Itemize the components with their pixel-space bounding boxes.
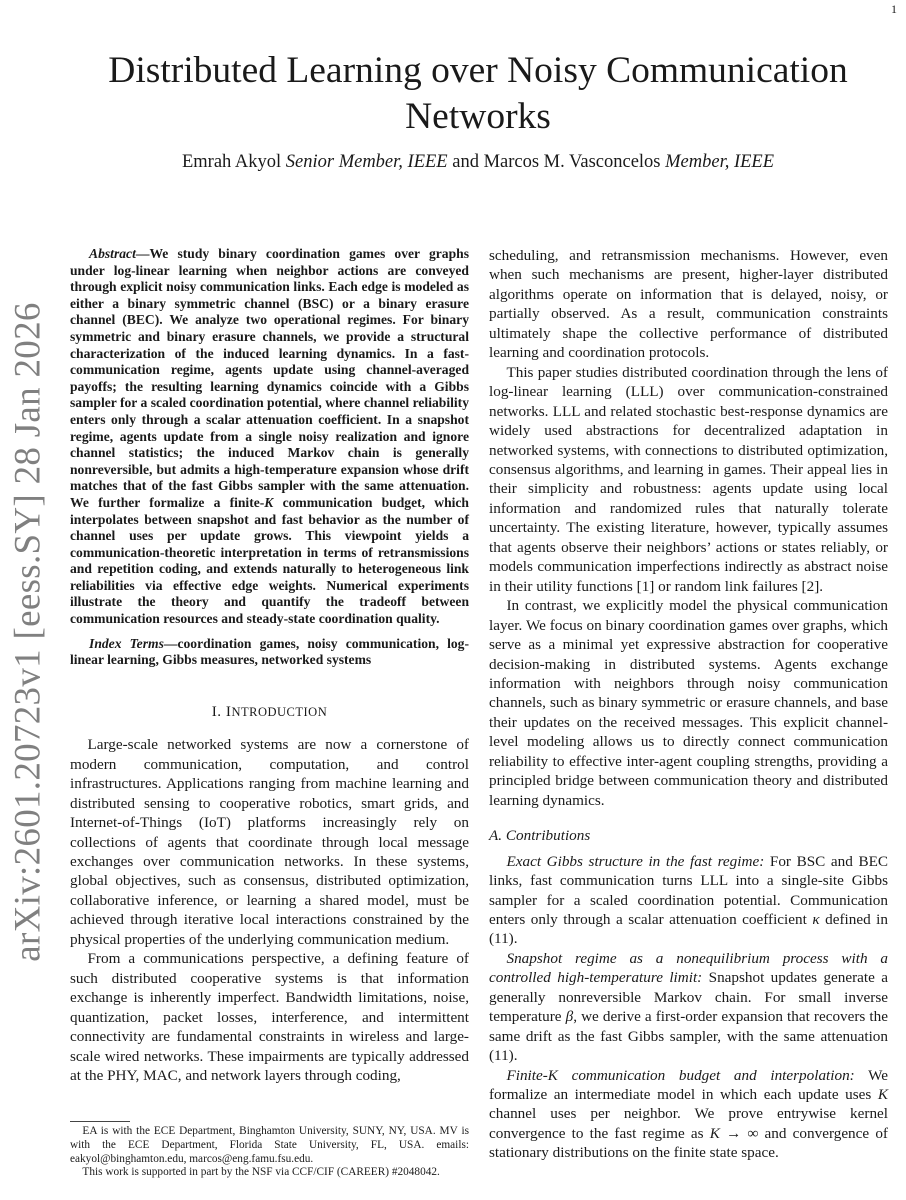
index-terms-text: —coordination games, noisy communication, log-linear learning, Gibbs measures, networked systems	[70, 635, 469, 668]
author-1-name: Emrah Akyol	[181, 152, 282, 172]
k-limit-symbol: K → ∞	[709, 1124, 759, 1142]
arxiv-identifier-stamp[interactable]: arXiv:2601.20723v1 [eess.SY] 28 Jan 2026	[7, 302, 49, 962]
paper-title: Distributed Learning over Noisy Communication Networks	[108, 50, 848, 137]
abstract	[70, 246, 469, 628]
section-numeral: I.	[211, 702, 222, 720]
intro-paragraph: In contrast, we explicitly model the physical communication layer. We focus on binary coordination games over graphs, which serve as a minimal yet expressive abstraction for cooperative decision-making in distributed systems. Agents exchange information with neighbors through noisy communication channels, such as binary symmetric or erasure channels, and base their updates on the received messages. This explicit channel-level modeling allows us to directly connect communication reliability to effective inter-agent coupling strengths, providing a principled bridge between communication theory and distributed learning dynamics.	[489, 597, 888, 809]
contribution-text-continued: defined in (11).	[489, 910, 888, 948]
footnote-affiliations: EA is with the ECE Department, Binghamton University, SUNY, NY, USA. MV is with the ECE Department, Florida State University, FL, USA. emails: eakyol@binghamton.edu, marcos@eng.famu.fsu.edu.	[70, 1125, 469, 1165]
author-1-role: Senior Member, IEEE	[285, 152, 448, 172]
left-column	[70, 246, 469, 1085]
abstract-label: Abstract	[89, 246, 136, 261]
page-number: 1	[891, 2, 897, 16]
intro-paragraph: This paper studies distributed coordination through the lens of log-linear learning (LLL) over communication-constrained networks. LLL and related stochastic best-response dynamics are widely used abstractions for decentralized adaptation in networked systems, with connections to distributed optimization, consensus algorithms, and learning in games. Their appeal lies in their simplicity and robustness: agents update using local information and randomized rules that naturally tolerate uncertainty. The existing literature, however, typically assumes that agents observe their neighbors’ actions or states reliably, or models communication imperfections indirectly as abstract noise in their utility functions [1] or random link failures [2].	[489, 363, 888, 595]
section-title-rest: NTRODUCTION	[231, 704, 328, 719]
abstract-text: —We study binary coordination games over graphs under log-linear learning when neighbor actions are conveyed through explicit noisy communication links. Each edge is modeled as either a binary symmetric channel (BSC) or a binary erasure channel (BEC). We analyze two operational regimes. For binary symmetric and binary erasure channels, we provide a structural characterization of the induced learning dynamics. In a fast-communication regime, agents update using channel-averaged payoffs; the resulting learning dynamics coincide with a Gibbs sampler for a scaled coordination potential, where channel reliability enters only through a scalar attenuation coefficient. In a snapshot regime, agents update from a single noisy realization and ignore channel statistics; the induced Markov chain is generally nonreversible, but admits a high-temperature expansion whose drift matches that of the fast Gibbs sampler with the same attenuation. We further formalize a finite-	[70, 246, 469, 510]
contribution-text-continued: , we derive a first-order expansion that recovers the same drift as the fast Gibbs sampler, with the same attenuation (11).	[489, 1008, 888, 1065]
contribution-text: Snapshot updates generate a generally nonreversible Markov chain. For small inverse temperature	[489, 969, 888, 1026]
author-line	[60, 150, 896, 174]
abstract-text-continued: communication budget, which interpolates between snapshot and fast behavior as the number of channel uses per update grows. This viewpoint yields a communication-theoretic interpretation in terms of retransmissions and repetition coding, and extends naturally to heterogeneous link reliabilities via effective edge weights. Numerical experiments illustrate the theory and quantify the tradeoff between communication resources and steady-state coordination quality.	[70, 494, 469, 627]
intro-paragraph: From a communications perspective, a defining feature of such distributed cooperative systems is that information exchange is inherently imperfect. Bandwidth limitations, noise, quantization, packet losses, interference, and intermittent connectivity are fundamental constraints in wireless and large-scale wired networks. These impairments are typically addressed at the PHY, MAC, and network layers through coding,	[70, 950, 469, 1084]
right-column	[489, 246, 888, 1163]
intro-paragraph-continued: scheduling, and retransmission mechanisms. However, even when such mechanisms are present, higher-layer distributed algorithms operate on information that is delayed, noisy, or partially observed. As a result, communication constraints ultimately shape the collective performance of distributed learning and coordination protocols.	[489, 247, 888, 362]
contribution-text-continued: channel uses per neighbor. We prove entrywise kernel convergence to the fast regime as	[489, 1105, 888, 1142]
subsection-heading-contributions: A. Contributions	[489, 827, 591, 845]
contribution-item	[489, 852, 888, 949]
section-heading-introduction	[70, 702, 469, 722]
contribution-item	[489, 949, 888, 1066]
contribution-heading: Snapshot regime as a nonequilibrium process with a controlled high-temperature limit:	[489, 949, 888, 987]
contribution-text-end: and convergence of stationary distributions on the finite state space.	[489, 1124, 888, 1162]
author-2-role: Member, IEEE	[665, 152, 775, 172]
footnote-funding: This work is supported in part by the NSF via CCF/CIF (CAREER) #2048042.	[82, 1166, 440, 1179]
contribution-heading: Exact Gibbs structure in the fast regime:	[506, 852, 765, 870]
author-conjunction: and	[452, 152, 479, 172]
footnotes	[70, 1125, 469, 1180]
contribution-text: We formalize an intermediate model in which each update uses	[489, 1066, 888, 1104]
contribution-item	[489, 1066, 888, 1163]
kappa-symbol: κ	[812, 910, 820, 928]
beta-symbol: β	[565, 1008, 574, 1026]
k-symbol: K	[877, 1086, 888, 1104]
author-2-name: Marcos M. Vasconcelos	[483, 152, 661, 172]
contribution-text: For BSC and BEC links, fast communication turns LLL into a single-site Gibbs sampler for a scaled coordination potential. Communication enters only through a scalar attenuation coefficient	[489, 852, 888, 928]
index-terms-label: Index Terms	[89, 635, 164, 651]
contribution-heading: Finite-K communication budget and interpolation:	[506, 1066, 855, 1084]
index-terms	[70, 636, 469, 669]
intro-paragraph: Large-scale networked systems are now a cornerstone of modern communication, computation, and control infrastructures. Applications ranging from machine learning and distributed sensing to cooperative robotics, smart grids, and Internet-of-Things (IoT) platforms increasingly rely on collections of agents that coordinate through local message exchanges over communication networks. In these systems, global objectives, such as consensus, distributed optimization, collaborative inference, or learning a shared model, must be achieved through iterative local interactions constrained by the physical properties of the underlying communication medium.	[70, 736, 469, 948]
footnote-divider	[70, 1121, 130, 1122]
abstract-k-symbol: K	[264, 494, 274, 510]
section-title-initial: I	[225, 702, 232, 720]
